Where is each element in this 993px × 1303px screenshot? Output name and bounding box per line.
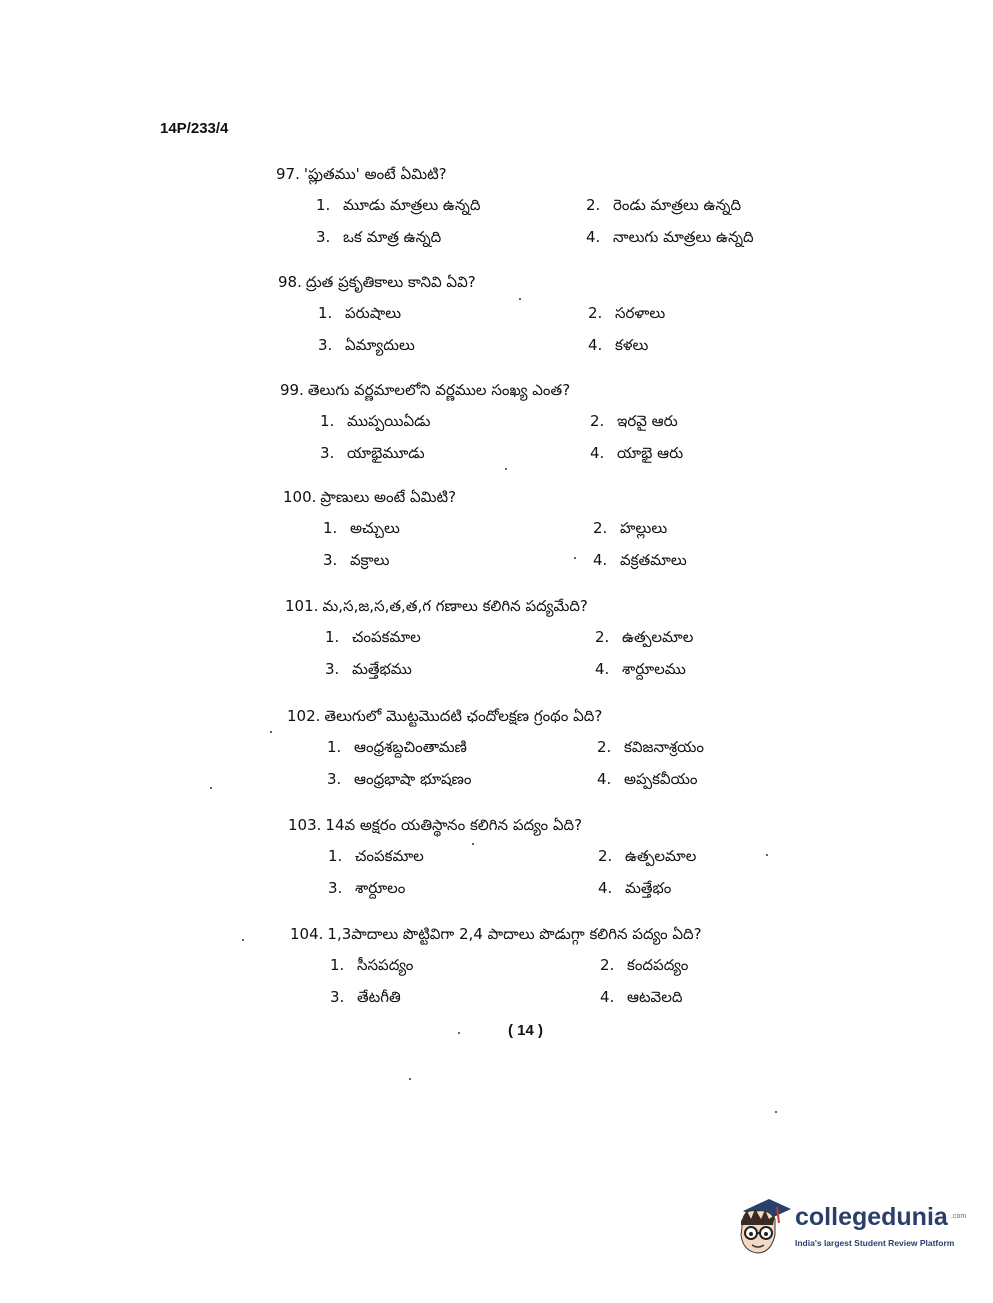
question-number: 98. [278, 273, 302, 291]
collegedunia-watermark [735, 1195, 965, 1260]
question-text: 'ప్లుతము' అంటే ఏమిటి? [303, 165, 447, 183]
option-3: 3. ఆంధ్రభాషా భూషణం [327, 770, 472, 788]
option-4: 4. అప్పకవీయం [597, 770, 698, 788]
question-98 [278, 273, 808, 358]
option-3: 3. యాభైమూడు [320, 444, 425, 462]
option-2: 2. రెండు మాత్రలు ఉన్నది [586, 196, 742, 214]
page-number: ( 14 ) [508, 1022, 544, 1039]
question-100 [283, 488, 813, 573]
option-1: 1. సీసపద్యం [330, 956, 414, 974]
option-4: 4. నాలుగు మాత్రలు ఉన్నది [586, 228, 754, 246]
option-1: 1. అచ్చులు [323, 519, 400, 537]
scan-speck [574, 557, 576, 559]
option-1: 1. చంపకమాల [328, 847, 424, 865]
option-2: 2. హల్లులు [593, 519, 668, 537]
option-1: 1. చంపకమాల [325, 628, 421, 646]
question-number: 101. [285, 597, 319, 615]
question-text: 1,3పాదాలు పొట్టివిగా 2,4 పాదాలు పొడుగ్గా కలిగిన పద్యం ఏది? [327, 925, 702, 943]
option-2: 2. ఉత్పలమాల [598, 847, 697, 865]
question-101 [285, 597, 815, 682]
option-3: 3. వక్రాలు [323, 551, 390, 569]
option-4: 4. యాభై ఆరు [590, 444, 684, 462]
option-3: 3. తేటగీతి [330, 988, 401, 1006]
brand-suffix: .com [951, 1213, 967, 1220]
question-text: తెలుగులో మొట్టమొదటి ఛందోలక్షణ గ్రంథం ఏది? [324, 707, 603, 725]
option-2: 2. కవిజనాశ్రయం [597, 738, 705, 756]
scan-speck [472, 843, 474, 845]
option-3: 3. మత్తేభము [325, 660, 412, 678]
scan-speck [766, 854, 768, 856]
option-4: 4. శార్దూలము [595, 660, 686, 678]
option-2: 2. సరళాలు [588, 304, 666, 322]
question-103 [288, 816, 818, 901]
brand-name: collegedunia [795, 1203, 948, 1231]
question-number: 97. [276, 165, 300, 183]
question-text: ద్రుత ప్రకృతికాలు కానివి ఏవి? [305, 273, 476, 291]
option-1: 1. పరుషాలు [318, 304, 402, 322]
scan-speck [458, 1032, 460, 1034]
question-number: 100. [283, 488, 317, 506]
paper-code: 14P/233/4 [160, 120, 229, 137]
question-number: 102. [287, 707, 321, 725]
option-3: 3. శార్దూలం [328, 879, 406, 897]
option-3: 3. ఒక మాత్ర ఉన్నది [316, 228, 442, 246]
scan-speck [409, 1078, 411, 1080]
question-97 [276, 165, 806, 250]
option-2: 2. ఉత్పలమాల [595, 628, 694, 646]
brand-tagline: India's largest Student Review Platform [795, 1238, 955, 1248]
question-text: తెలుగు వర్ణమాలలోని వర్ణముల సంఖ్య ఎంత? [307, 381, 571, 399]
scan-speck [519, 298, 521, 300]
option-1: 1. ఆంధ్రశబ్దచింతామణి [327, 738, 467, 756]
option-2: 2. ఇరవై ఆరు [590, 412, 678, 430]
option-3: 3. ఏమ్యాదులు [318, 336, 415, 354]
scan-speck [270, 731, 272, 733]
question-99 [280, 381, 810, 466]
option-4: 4. మత్తేభం [598, 879, 672, 897]
question-text: 14వ అక్షరం యతిస్థానం కలిగిన పద్యం ఏది? [325, 816, 583, 834]
option-4: 4. ఆటవెలది [600, 988, 683, 1006]
option-2: 2. కందపద్యం [600, 956, 689, 974]
mascot-icon [735, 1195, 793, 1257]
option-4: 4. వక్రతమాలు [593, 551, 687, 569]
question-text: ప్రాణులు అంటే ఏమిటి? [320, 488, 457, 506]
scan-speck [242, 939, 244, 941]
option-4: 4. కళలు [588, 336, 649, 354]
scan-speck [210, 787, 212, 789]
question-number: 103. [288, 816, 322, 834]
question-104 [290, 925, 820, 1010]
question-102 [287, 707, 817, 792]
scan-speck [505, 468, 507, 470]
option-1: 1. మూడు మాత్రలు ఉన్నది [316, 196, 481, 214]
option-1: 1. ముప్పయిఏడు [320, 412, 431, 430]
scan-speck [775, 1111, 777, 1113]
question-text: మ,స,జ,స,త,త,గ గణాలు కలిగిన పద్యమేది? [322, 597, 588, 615]
question-number: 99. [280, 381, 304, 399]
question-number: 104. [290, 925, 324, 943]
